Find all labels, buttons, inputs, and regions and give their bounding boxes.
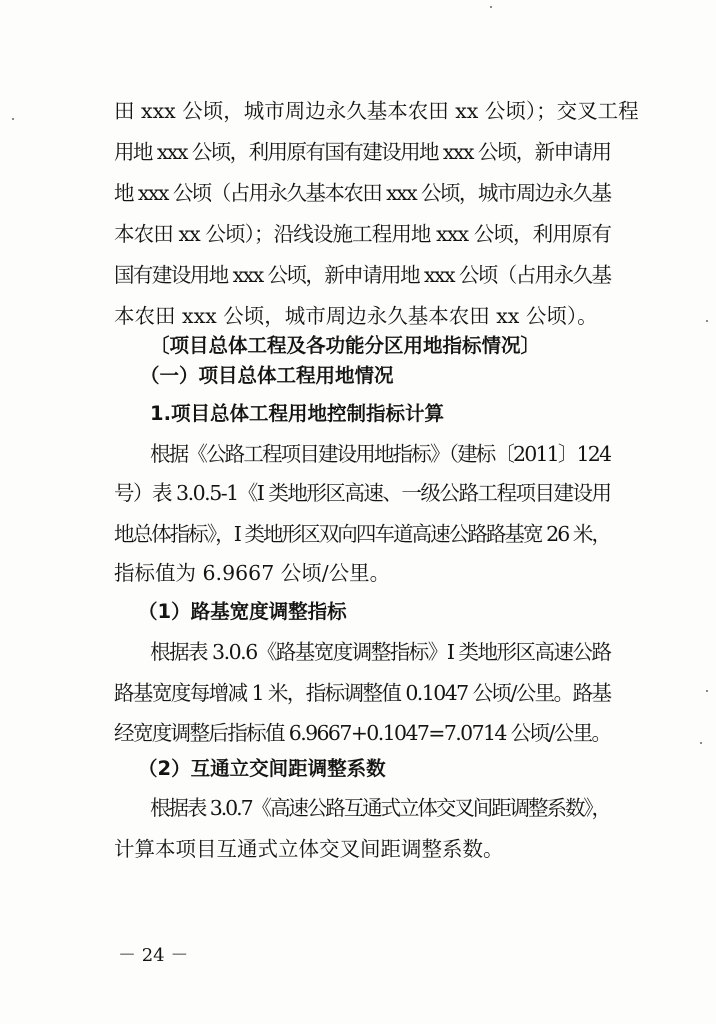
item-heading: （2）互通立交间距调整系数 [138,757,386,780]
section-heading: 〔项目总体工程及各功能分区用地指标情况〕 [150,334,541,357]
paragraph-line: 根据表 3.0.7《高速公路互通式立体交叉间距调整系数》， [150,796,610,820]
paragraph-line: 地 xxx 公顷（占用永久基本农田 xxx 公顷，城市周边永久基 [114,181,611,205]
item-heading: （1）路基宽度调整指标 [138,600,347,623]
paragraph-line: 国有建设用地 xxx 公顷，新申请用地 xxx 公顷（占用永久基 [114,263,611,287]
page-number: － 24 － [118,945,189,966]
scan-speck [700,742,702,744]
scan-speck [12,118,14,120]
paragraph-line: 根据表 3.0.6《路基宽度调整指标》I 类地形区高速公路 [150,640,611,664]
scan-speck [706,320,708,322]
paragraph-line: 计算本项目互通式立体交叉间距调整系数。 [114,837,504,861]
paragraph-line: 号）表 3.0.5-1《I 类地形区高速、一级公路工程项目建设用 [114,481,611,505]
paragraph-line: 经宽度调整后指标值 6.9667+0.1047=7.0714 公顷/公里。 [114,721,611,745]
subsection-heading: （一）项目总体工程用地情况 [140,364,394,387]
scan-speck [706,690,708,692]
paragraph-line: 本农田 xxx 公顷，城市周边永久基本农田 xx 公顷）。 [114,304,598,328]
subsubsection-heading: 1.项目总体工程用地控制指标计算 [150,402,444,425]
paragraph-line: 田 xxx 公顷，城市周边永久基本农田 xx 公顷）；交叉工程 [114,99,639,123]
paragraph-line: 本农田 xx 公顷）；沿线设施工程用地 xxx 公顷，利用原有 [114,222,612,246]
paragraph-line: 路基宽度每增减 1 米，指标调整值 0.1047 公顷/公里。路基 [114,681,611,705]
paragraph-line: 指标值为 6.9667 公顷/公里。 [114,561,391,585]
scan-speck [490,6,492,8]
paragraph-line: 地总体指标》，I 类地形区双向四车道高速公路路基宽 26 米， [114,522,611,546]
paragraph-line: 用地 xxx 公顷，利用原有国有建设用地 xxx 公顷，新申请用 [114,140,611,164]
paragraph-line: 根据《公路工程项目建设用地指标》（建标〔2011〕124 [150,442,611,466]
